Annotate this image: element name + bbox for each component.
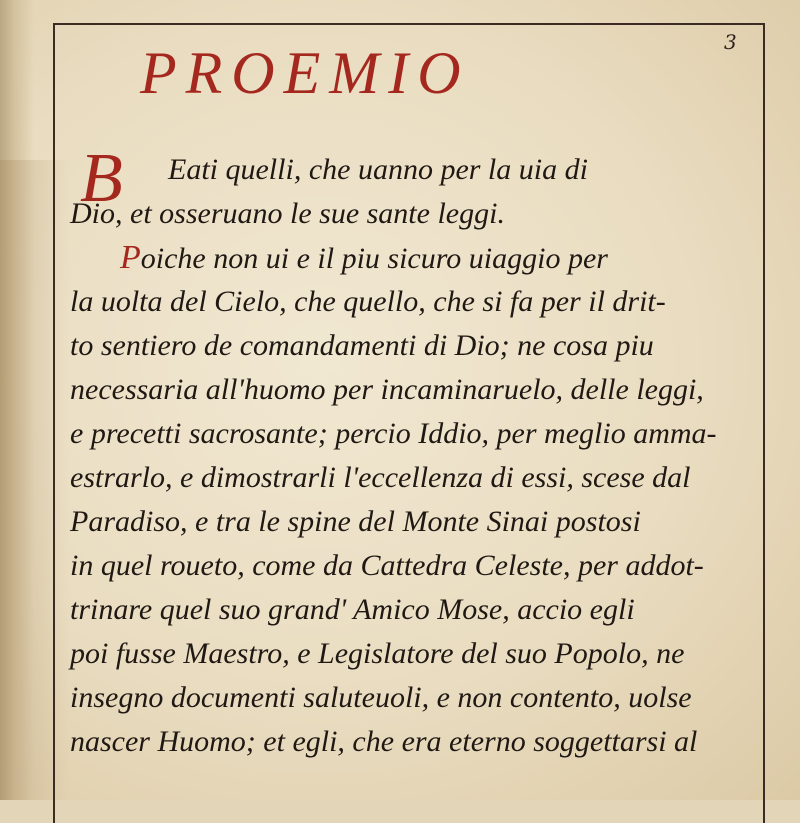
line-text: Eati quelli, che uanno per la uia di [168, 153, 588, 186]
text-line: trinare quel suo grand' Amico Mose, accio egli [70, 593, 635, 626]
text-line: nascer Huomo; et egli, che era eterno soggettarsi al [70, 725, 698, 758]
line-text: oiche non ui e il piu sicuro uiaggio per [140, 242, 608, 275]
text-line: Paradiso, e tra le spine del Monte Sinai postosi [70, 505, 641, 538]
text-line: estrarlo, e dimostrarli l'eccellenza di essi, scese dal [70, 461, 691, 494]
body-text [70, 140, 750, 764]
text-line: necessaria all'huomo per incaminaruelo, delle leggi, [70, 373, 704, 406]
text-line [70, 236, 750, 280]
text-line: insegno documenti saluteuoli, e non contento, uolse [70, 681, 692, 714]
page-number: 3 [724, 30, 737, 54]
text-line: in quel roueto, come da Cattedra Celeste, per addot- [70, 549, 704, 582]
page-title: PROEMIO [140, 40, 470, 106]
text-line: to sentiero de comandamenti di Dio; ne cosa piu [70, 329, 654, 362]
text-line: la uolta del Cielo, che quello, che si fa per il drit- [70, 285, 666, 318]
text-line: Dio, et osseruano le sue sante leggi. [70, 197, 505, 230]
decorated-initial: B [80, 140, 123, 217]
text-line: e precetti sacrosante; percio Iddio, per meglio amma- [70, 417, 717, 450]
paragraph-initial: P [120, 239, 141, 276]
text-line: poi fusse Maestro, e Legislatore del suo Popolo, ne [70, 637, 685, 670]
